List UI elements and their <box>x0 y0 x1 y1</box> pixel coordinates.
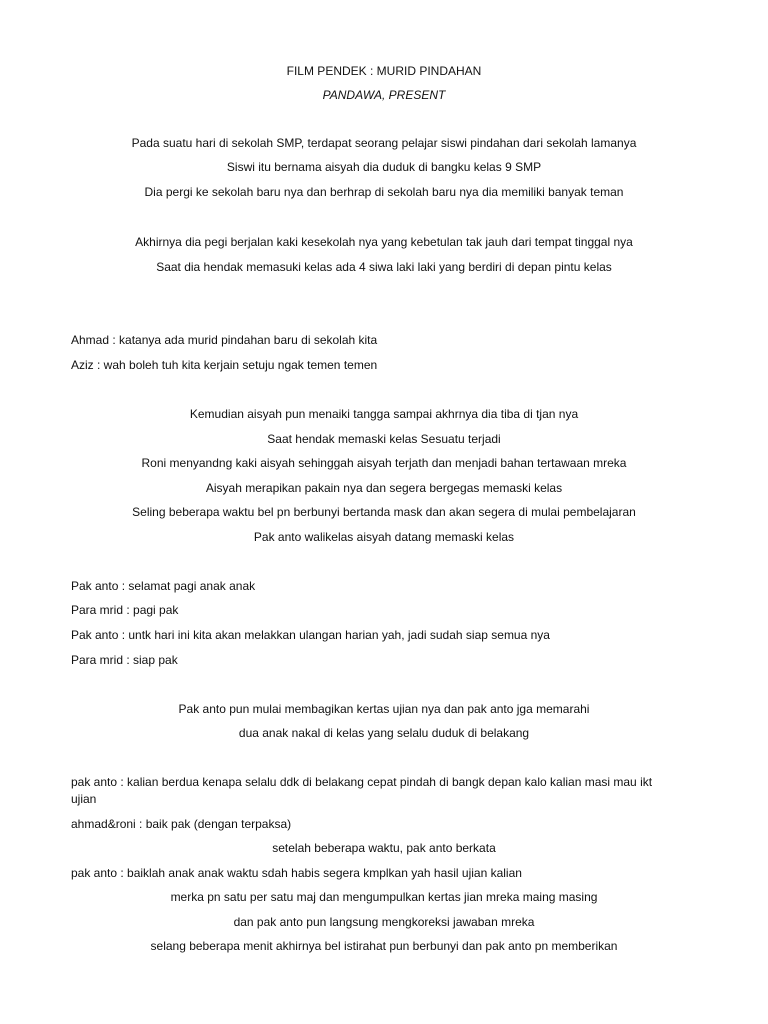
narration-line: merka pn satu per satu maj dan mengumpulkan kertas jian mreka maing masing <box>170 890 598 904</box>
narration-line: Pada suatu hari di sekolah SMP, terdapat seorang pelajar siswi pindahan dari sekolah lamanya <box>131 136 637 150</box>
dialog-line: Pak anto : selamat pagi anak anak <box>71 579 256 593</box>
narration-line: selang beberapa menit akhirnya bel istirahat pun berbunyi dan pak anto pn memberikan <box>150 939 618 953</box>
document-subtitle: PANDAWA, PRESENT <box>322 88 446 102</box>
dialog-line: pak anto : baiklah anak anak waktu sdah habis segera kmplkan yah hasil ujian kalian <box>71 866 522 880</box>
dialog-line: ahmad&roni : baik pak (dengan terpaksa) <box>71 817 292 831</box>
narration-line: Aisyah merapikan pakain nya dan segera bergegas memaski kelas <box>205 481 563 495</box>
dialog-line: pak anto : kalian berdua kenapa selalu ddk di belakang cepat pindah di bangk depan kalo kalian masi mau ikt <box>71 775 653 789</box>
narration-line: Kemudian aisyah pun menaiki tangga sampai akhrnya dia tiba di tjan nya <box>189 407 579 421</box>
narration-line: Akhirnya dia pegi berjalan kaki kesekolah nya yang kebetulan tak jauh dari tempat tinggal nya <box>135 235 633 249</box>
document-title: FILM PENDEK : MURID PINDAHAN <box>286 64 482 78</box>
narration-line: Roni menyandng kaki aisyah sehinggah aisyah terjath dan menjadi bahan tertawaan mreka <box>141 456 627 470</box>
narration-line: setelah beberapa waktu, pak anto berkata <box>272 841 496 855</box>
dialog-line: Ahmad : katanya ada murid pindahan baru di sekolah kita <box>71 333 378 347</box>
narration-line: Pak anto walikelas aisyah datang memaski kelas <box>253 530 515 544</box>
narration-line: Seling beberapa waktu bel pn berbunyi bertanda mask dan akan segera di mulai pembelajaran <box>132 505 636 519</box>
dialog-line-continuation: ujian <box>71 792 97 806</box>
narration-line: Pak anto pun mulai membagikan kertas ujian nya dan pak anto jga memarahi <box>178 702 590 716</box>
dialog-line: Aziz : wah boleh tuh kita kerjain setuju ngak temen temen <box>71 358 378 372</box>
dialog-line: Pak anto : untk hari ini kita akan melakkan ulangan harian yah, jadi sudah siap semua nya <box>71 628 550 642</box>
narration-line: Saat dia hendak memasuki kelas ada 4 siwa laki laki yang berdiri di depan pintu kelas <box>156 260 612 274</box>
dialog-line: Para mrid : pagi pak <box>71 603 179 617</box>
narration-line: dan pak anto pun langsung mengkoreksi jawaban mreka <box>233 915 535 929</box>
narration-line: Dia pergi ke sekolah baru nya dan berhrap di sekolah baru nya dia memiliki banyak teman <box>144 185 624 199</box>
narration-line: Siswi itu bernama aisyah dia duduk di bangku kelas 9 SMP <box>226 160 542 174</box>
dialog-line: Para mrid : siap pak <box>71 653 178 667</box>
narration-line: dua anak nakal di kelas yang selalu duduk di belakang <box>238 726 530 740</box>
narration-line: Saat hendak memaski kelas Sesuatu terjadi <box>267 432 501 446</box>
